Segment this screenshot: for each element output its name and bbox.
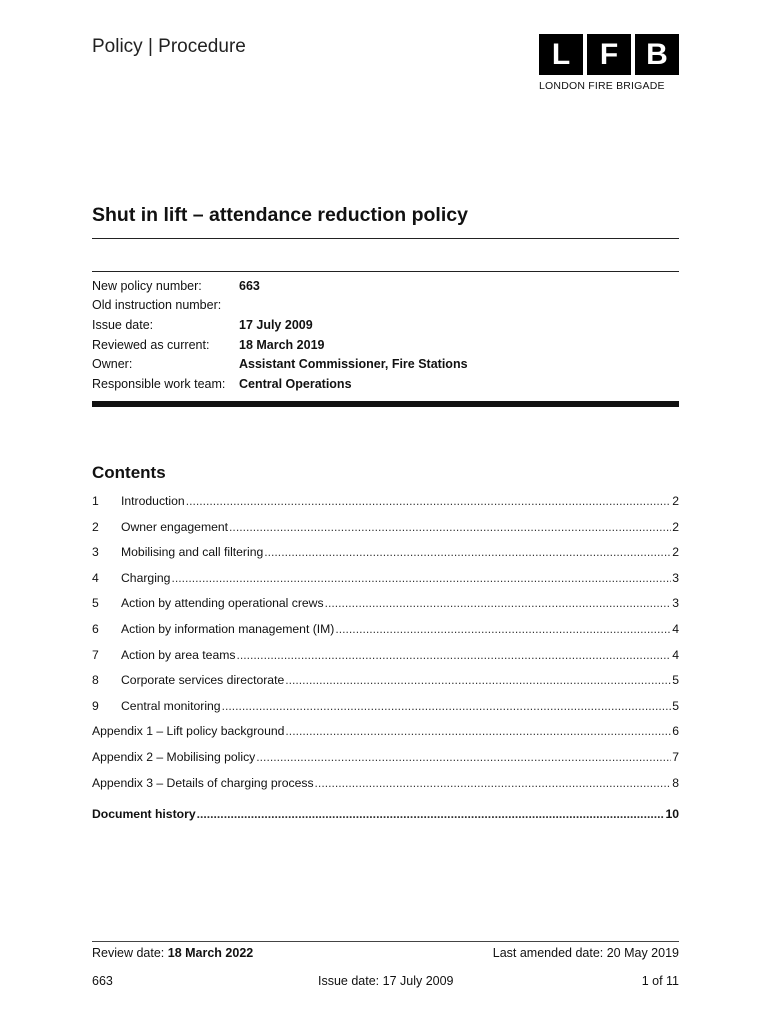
toc-leader xyxy=(285,673,671,687)
toc-entry[interactable] xyxy=(92,622,679,648)
meta-label: Old instruction number: xyxy=(92,298,222,313)
meta-row xyxy=(92,335,679,355)
meta-row xyxy=(92,354,679,374)
meta-value: 17 July 2009 xyxy=(239,317,313,332)
toc-page: 10 xyxy=(665,807,679,822)
meta-row xyxy=(92,315,679,335)
toc-leader xyxy=(256,750,671,764)
toc-title: Appendix 3 – Details of charging process xyxy=(92,775,314,790)
toc-leader xyxy=(325,596,672,610)
toc-entry[interactable] xyxy=(92,545,679,571)
toc-number: 5 xyxy=(92,596,99,611)
toc-page: 3 xyxy=(672,570,679,585)
toc-title: Charging xyxy=(121,570,171,585)
meta-value: Central Operations xyxy=(239,376,352,391)
meta-value: 18 March 2019 xyxy=(239,337,325,352)
toc-leader xyxy=(186,494,672,508)
toc-entry[interactable] xyxy=(92,776,679,802)
toc-page: 6 xyxy=(672,724,679,739)
toc-leader xyxy=(229,520,671,534)
toc-leader xyxy=(197,807,665,821)
toc-entry[interactable] xyxy=(92,596,679,622)
meta-label: Owner: xyxy=(92,357,133,372)
toc-entry[interactable] xyxy=(92,520,679,546)
toc-number: 6 xyxy=(92,621,99,636)
toc-number: 7 xyxy=(92,647,99,662)
last-amended-date: Last amended date: 20 May 2019 xyxy=(492,946,679,960)
logo-subtitle: LONDON FIRE BRIGADE xyxy=(539,80,665,92)
toc-page: 4 xyxy=(672,621,679,636)
meta-row xyxy=(92,276,679,296)
toc-entry[interactable] xyxy=(92,648,679,674)
lfb-logo xyxy=(539,34,681,92)
toc-leader xyxy=(335,622,671,636)
logo-letter-b: B xyxy=(635,34,679,75)
toc-number: 8 xyxy=(92,673,99,688)
footer-dates xyxy=(92,946,679,960)
toc-entry[interactable] xyxy=(92,724,679,750)
table-of-contents xyxy=(92,494,679,833)
toc-page: 5 xyxy=(672,673,679,688)
toc-page: 4 xyxy=(672,647,679,662)
toc-entry[interactable] xyxy=(92,571,679,597)
review-date-value: 18 March 2022 xyxy=(167,946,254,960)
policy-meta-table xyxy=(92,276,679,394)
meta-value: Assistant Commissioner, Fire Stations xyxy=(239,357,468,372)
review-date-label: Review date: xyxy=(92,946,165,960)
toc-title: Appendix 1 – Lift policy background xyxy=(92,724,285,739)
footer-meta xyxy=(92,974,679,992)
meta-row xyxy=(92,296,679,316)
toc-number: 2 xyxy=(92,519,99,534)
toc-entry[interactable] xyxy=(92,699,679,725)
review-date xyxy=(92,946,253,960)
toc-title: Mobilising and call filtering xyxy=(121,545,264,560)
toc-leader xyxy=(171,571,671,585)
toc-title: Document history xyxy=(92,807,196,822)
footer-issue-date: Issue date: 17 July 2009 xyxy=(318,974,454,988)
toc-page: 5 xyxy=(672,698,679,713)
toc-page: 7 xyxy=(672,749,679,764)
toc-page: 3 xyxy=(672,596,679,611)
toc-leader xyxy=(236,648,671,662)
document-title: Shut in lift – attendance reduction policy xyxy=(92,204,468,226)
title-divider xyxy=(92,238,679,239)
meta-label: Responsible work team: xyxy=(92,376,226,391)
meta-divider xyxy=(92,271,679,272)
toc-leader xyxy=(264,545,671,559)
toc-leader xyxy=(315,776,672,790)
meta-value: 663 xyxy=(239,278,260,293)
toc-page: 2 xyxy=(672,545,679,560)
meta-label: Issue date: xyxy=(92,317,154,332)
contents-heading: Contents xyxy=(92,463,166,482)
toc-page: 8 xyxy=(672,775,679,790)
toc-title: Appendix 2 – Mobilising policy xyxy=(92,749,256,764)
toc-number: 4 xyxy=(92,570,99,585)
footer-divider xyxy=(92,941,679,942)
toc-leader xyxy=(222,699,672,713)
toc-page: 2 xyxy=(672,519,679,534)
toc-leader xyxy=(285,724,671,738)
toc-entry[interactable] xyxy=(92,494,679,520)
toc-title: Action by information management (IM) xyxy=(121,621,335,636)
toc-title: Corporate services directorate xyxy=(121,673,285,688)
toc-title: Central monitoring xyxy=(121,698,221,713)
thick-divider xyxy=(92,401,679,407)
toc-entry[interactable] xyxy=(92,750,679,776)
toc-page: 2 xyxy=(672,494,679,508)
logo-letter-f: F xyxy=(587,34,631,75)
meta-row xyxy=(92,374,679,394)
meta-label: New policy number: xyxy=(92,278,202,293)
toc-title: Action by area teams xyxy=(121,647,236,662)
toc-title: Action by attending operational crews xyxy=(121,596,324,611)
toc-number: 9 xyxy=(92,698,99,713)
page-number: 1 of 11 xyxy=(641,974,679,988)
toc-entry[interactable] xyxy=(92,673,679,699)
toc-entry-document-history[interactable] xyxy=(92,807,679,833)
meta-label: Reviewed as current: xyxy=(92,337,210,352)
toc-title: Introduction xyxy=(121,494,185,508)
logo-letter-l: L xyxy=(539,34,583,75)
toc-number: 1 xyxy=(92,494,99,508)
document-type: Policy | Procedure xyxy=(92,36,246,57)
toc-title: Owner engagement xyxy=(121,519,229,534)
toc-number: 3 xyxy=(92,545,99,560)
footer-policy-number: 663 xyxy=(92,974,113,988)
